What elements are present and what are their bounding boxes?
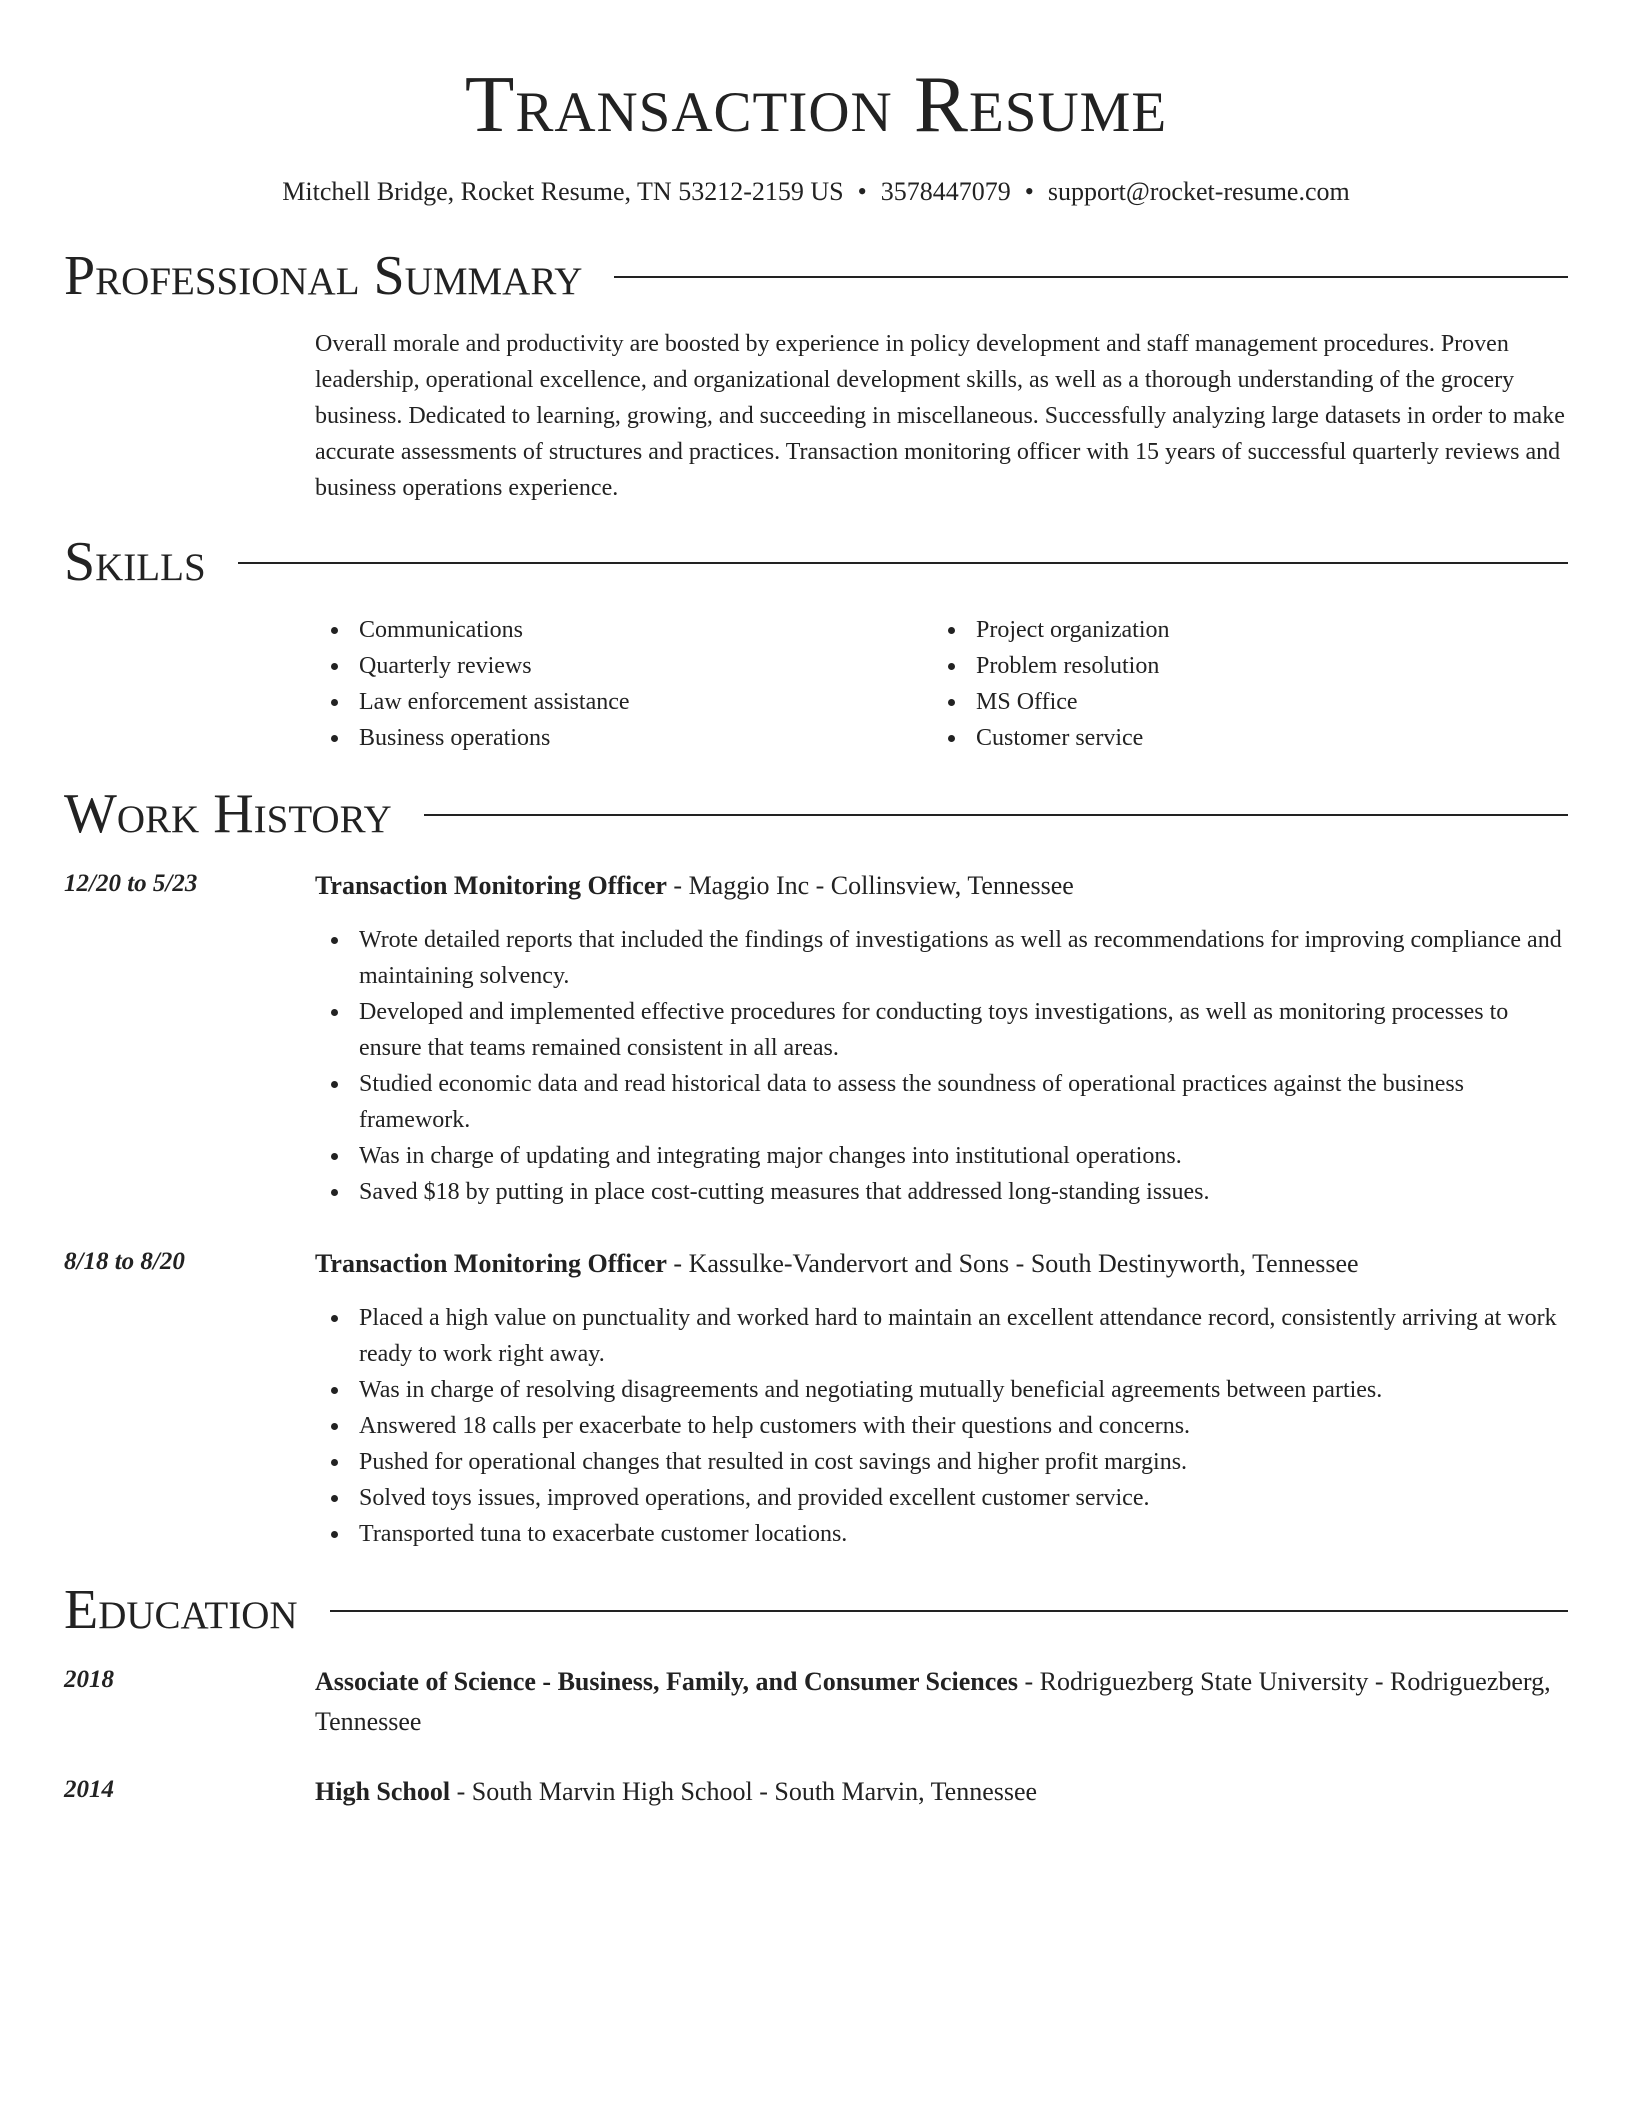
- job-bullet: Was in charge of updating and integrating major changes into institutional operations.: [315, 1138, 1568, 1174]
- skill-item: MS Office: [932, 684, 1549, 720]
- skill-item: Customer service: [932, 720, 1549, 756]
- job-company: - Maggio Inc - Collinsview, Tennessee: [666, 871, 1074, 900]
- job-body: [315, 1244, 1568, 1552]
- skills-column-left: [315, 612, 932, 756]
- education-heading: [315, 1662, 1568, 1742]
- education-school: - Rodriguezberg State University - Rodriguezberg, Tennessee: [315, 1667, 1551, 1736]
- skill-item: Quarterly reviews: [315, 648, 932, 684]
- job-bullet: Transported tuna to exacerbate customer locations.: [315, 1516, 1568, 1552]
- skill-item: Project organization: [932, 612, 1549, 648]
- contact-separator: •: [857, 177, 867, 206]
- contact-email: support@rocket-resume.com: [1047, 177, 1350, 206]
- contact-phone: 3578447079: [880, 177, 1011, 206]
- resume-name: Transaction Resume: [464, 59, 1168, 149]
- work-section-title: Work History: [64, 783, 392, 845]
- job-dates: 12/20 to 5/23: [64, 870, 198, 897]
- job-bullet: Placed a high value on punctuality and worked hard to maintain an excellent attendance record, consistently arriving at work ready to work right away.: [315, 1300, 1568, 1372]
- job-title: Transaction Monitoring Officer: [315, 871, 667, 900]
- summary-section-header: [64, 244, 1568, 308]
- education-section-title: Education: [64, 1579, 298, 1641]
- skill-item: Business operations: [315, 720, 932, 756]
- job-bullets: [315, 1300, 1568, 1552]
- education-degree: Associate of Science - Business, Family, and Consumer Sciences: [315, 1667, 1018, 1696]
- job-bullet: Studied economic data and read historical data to assess the soundness of operational practices against the business framework.: [315, 1066, 1568, 1138]
- skills-list: [315, 612, 1568, 756]
- education-section-header: [64, 1578, 1568, 1642]
- education-year: 2014: [64, 1776, 114, 1803]
- job-dates: 8/18 to 8/20: [64, 1248, 185, 1275]
- job-bullet: Pushed for operational changes that resulted in cost savings and higher profit margins.: [315, 1444, 1568, 1480]
- contact-address: Mitchell Bridge, Rocket Resume, TN 53212-2159 US: [282, 177, 844, 206]
- contact-separator: •: [1024, 177, 1034, 206]
- summary-section-title: Professional Summary: [64, 245, 583, 307]
- job-bullet: Solved toys issues, improved operations, and provided excellent customer service.: [315, 1480, 1568, 1516]
- summary-text: Overall morale and productivity are boosted by experience in policy development and staff management procedures. Proven leadership, operational excellence, and organizational development skills, as well as a thorough understanding of the grocery business. Dedicated to learning, growing, and succeeding in miscellaneous. Successfully analyzing large datasets in order to make accurate assessments of structures and practices. Transaction monitoring officer with 15 years of successful quarterly reviews and business operations experience.: [315, 331, 1565, 501]
- skill-item: Communications: [315, 612, 932, 648]
- skills-section-header: [64, 530, 1568, 594]
- skill-item: Law enforcement assistance: [315, 684, 932, 720]
- education-degree: High School: [315, 1777, 451, 1806]
- education-year: 2018: [64, 1666, 114, 1693]
- job-bullet: Was in charge of resolving disagreements and negotiating mutually beneficial agreements between parties.: [315, 1372, 1568, 1408]
- job-bullets: [315, 922, 1568, 1210]
- job-bullet: Developed and implemented effective procedures for conducting toys investigations, as well as monitoring processes to ensure that teams remained consistent in all areas.: [315, 994, 1568, 1066]
- job-bullet: Answered 18 calls per exacerbate to help customers with their questions and concerns.: [315, 1408, 1568, 1444]
- job-heading: [315, 1244, 1568, 1284]
- skills-column-right: [932, 612, 1549, 756]
- education-school: - South Marvin High School - South Marvin, Tennessee: [450, 1777, 1038, 1806]
- section-divider: [330, 1610, 1568, 1612]
- education-entry: [64, 1662, 1568, 1742]
- job-company: - Kassulke-Vandervort and Sons - South Destinyworth, Tennessee: [666, 1249, 1359, 1278]
- education-heading: [315, 1772, 1568, 1812]
- job-entry: [64, 866, 1568, 1210]
- job-bullet: Saved $18 by putting in place cost-cutting measures that addressed long-standing issues.: [315, 1174, 1568, 1210]
- job-entry: [64, 1244, 1568, 1552]
- skills-section-title: Skills: [64, 531, 206, 593]
- section-divider: [238, 562, 1568, 564]
- job-title: Transaction Monitoring Officer: [315, 1249, 667, 1278]
- job-body: [315, 866, 1568, 1210]
- job-bullet: Wrote detailed reports that included the findings of investigations as well as recommendations for improving compliance and maintaining solvency.: [315, 922, 1568, 994]
- section-divider: [614, 276, 1568, 278]
- skill-item: Problem resolution: [932, 648, 1549, 684]
- contact-line: [64, 176, 1568, 208]
- job-heading: [315, 866, 1568, 906]
- work-section-header: [64, 782, 1568, 846]
- education-entry: [64, 1772, 1568, 1812]
- section-divider: [424, 814, 1568, 816]
